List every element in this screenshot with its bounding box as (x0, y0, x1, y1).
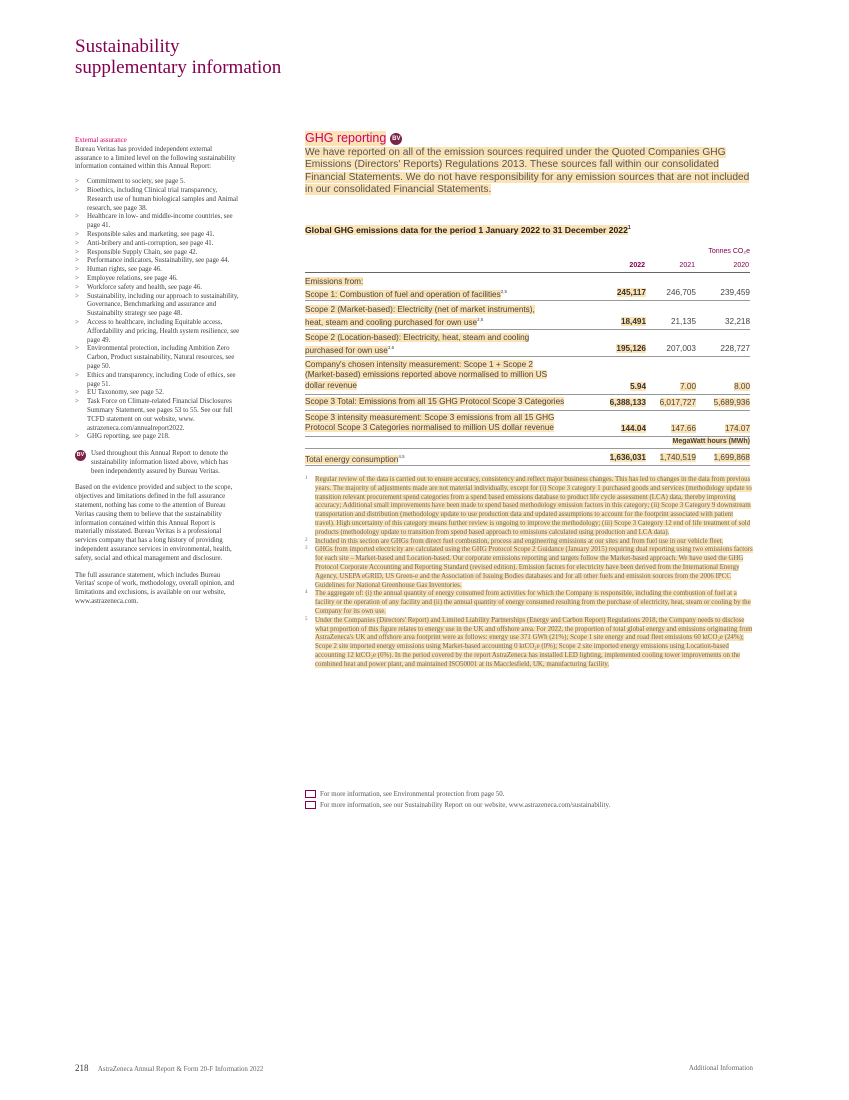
value-2022: 245,117 (616, 288, 646, 297)
ghg-reporting-title: GHG reporting (305, 131, 387, 145)
section-label: Emissions from: (305, 277, 364, 286)
footnotes (305, 476, 753, 670)
mwh-units-label: MegaWatt hours (MWh) (672, 438, 750, 445)
bv-legend (75, 450, 240, 476)
monitor-icon (305, 801, 316, 809)
value-2022: 6,388,133 (609, 398, 646, 407)
value-2022: 144.04 (620, 424, 646, 433)
year-2020: 2020 (733, 262, 749, 269)
assurance-intro: Bureau Veritas has provided independent external assurance to a limited level on the following sustainability information contained within this Annual Report: (75, 145, 236, 171)
list-item: > Environmental protection, including Ambition Zero Carbon, Product sustainability, Natural resources, see page 50. (75, 345, 240, 371)
list-item: > Responsible Supply Chain, see page 42. (75, 249, 240, 258)
external-assurance-heading: External assurance (75, 137, 127, 144)
table-row: Total energy consumption$^{4,5}$ 1,636,031 1,740,519 1,699,868 (305, 448, 750, 466)
page-footer (75, 1063, 753, 1073)
units-label: Tonnes CO₂e (708, 248, 750, 255)
list-item: > Healthcare in low- and middle-income countries, see page 41. (75, 213, 240, 231)
list-item: > Performance indicators, Sustainability, see page 44. (75, 257, 240, 266)
value-2021: 21,135 (670, 317, 696, 326)
footnote: 2 Included in this section are GHGs from direct fuel combustion, process and engineering emissions at our sites and from fuel use in our vehicle fleet. (305, 537, 724, 545)
value-2020: 228,727 (720, 344, 750, 353)
ghg-title-row (305, 131, 755, 146)
assured-items-list (75, 178, 240, 442)
value-2022: 18,491 (620, 317, 646, 326)
value-2020: 1,699,868 (713, 453, 750, 462)
bv-badge-icon: BV (390, 133, 402, 145)
table-title: Global GHG emissions data for the period 1 January 2022 to 31 December 2022$^1$ (305, 225, 631, 235)
list-item: > Ethics and transparency, including Code of ethics, see page 51. (75, 372, 240, 390)
page-title (75, 36, 281, 78)
bv-note: Used throughout this Annual Report to denote the sustainability information listed above, which has been independently assured by Bureau Veritas. (91, 450, 229, 475)
year-2021: 2021 (679, 262, 695, 269)
report-name: AstraZeneca Annual Report & Form 20-F Information 2022 (97, 1066, 264, 1073)
list-item: > Human rights, see page 46. (75, 266, 240, 275)
value-2021: 7.00 (680, 382, 696, 391)
value-2021: 246,705 (666, 288, 696, 297)
ghg-intro-text: We have reported on all of the emission sources required under the Quoted Companies GHG Emissions (Directors' Reports) Regulations 2013. These sources fall within our consolidated Financial Statements. We do not have responsibility for any emission sources that are not included in our consolidated Financial Statements. (305, 147, 750, 195)
value-2021: 147.66 (670, 424, 696, 433)
table-row: Emissions from: Scope 1: Combustion of fuel and operation of facilities$^{2,5}$ 245,117 246,705 239,459 (305, 277, 750, 300)
page-number: 218 (75, 1063, 89, 1073)
book-icon (305, 790, 316, 798)
row-label: Scope 1: Combustion of fuel and operation of facilities (305, 290, 501, 300)
year-2022: 2022 (629, 262, 645, 269)
list-item: > Access to healthcare, including Equitable access, Affordability and pricing, Health system resilience, see page 49. (75, 319, 240, 345)
list-item: > Workforce safety and health, see page 46. (75, 284, 240, 293)
value-2020: 239,459 (720, 288, 750, 297)
table-row: Scope 2 (Market-based): Electricity (net of market instruments), heat, steam and cooling purchased for own use$^{3,5}$ 18,491 21,135 32,218 (305, 301, 750, 330)
value-2022: 5.94 (630, 382, 646, 391)
value-2022: 195,126 (616, 344, 646, 353)
year-header (305, 262, 750, 273)
list-item: > Anti-bribery and anti-corruption, see page 41. (75, 240, 240, 249)
value-2021: 6,017,727 (659, 398, 696, 407)
info-line: For more information, see Environmental protection from page 50. (305, 789, 610, 800)
footnote: 5 Under the Companies (Directors' Report) and Limited Liability Partnerships (Energy and Carbon Report) Regulations 2018, the Company needs to disclose what proportion of this figure relates to energy use in the UK and offshore area. For 2022, the proportion of total global energy and emissions originating from AstraZeneca's UK and offshore area footprint were as follows: energy use 371 GWh (21%); Scope 1 site energy and road fleet emissions 60 ktCO₂e (24%); Scope 2 site imported energy emissions using Market-based accounting 0 ktCO₂e (0%); Scope 2 site imported energy emissions using Location-based accounting 12 ktCO₂e (6%). In the period covered by the report AstraZeneca has installed LED lighting, implemented cooling tower improvements on the combined heat and power plant, and maintained ISO50001 at its Macclesfield, UK, manufacturing facility. (305, 616, 753, 668)
assurance-paragraph-2: The full assurance statement, which includes Bureau Veritas' scope of work, methodology, overall opinion, and limitations and exclusions, is available on our website, www.astrazeneca.com. (75, 571, 235, 606)
info-line: For more information, see our Sustainability Report on our website, www.astrazeneca.com/sustainability. (305, 800, 610, 811)
list-item: > Bioethics, including Clinical trial transparency, Research use of human biological samples and Animal research, see page 38. (75, 187, 240, 213)
table-row: Company's chosen intensity measurement: Scope 1 + Scope 2 (Market-based) emissions reported above normalised to million US dollar revenue 5.94 7.00 8.00 (305, 357, 750, 395)
table-row: Scope 3 Total: Emissions from all 15 GHG Protocol Scope 3 Categories 6,388,133 6,017,727 5,689,936 (305, 395, 750, 411)
list-item: > Task Force on Climate-related Financial Disclosures Summary Statement, see pages 53 to 55. See our full TCFD statement on our website, www. astrazeneca.com/annualreport2022. (75, 398, 240, 433)
ghg-reporting-section (305, 131, 755, 196)
list-item: > Responsible sales and marketing, see page 41. (75, 231, 240, 240)
value-2021: 207,003 (666, 344, 696, 353)
title-line-2: supplementary information (75, 57, 282, 78)
table-row: Scope 3 intensity measurement: Scope 3 emissions from all 15 GHG Protocol Scope 3 Categories normalised to million US dollar revenue 144.04 147.66 174.07 (305, 411, 750, 437)
list-item: > Commitment to society, see page 5. (75, 178, 240, 187)
list-item: > Sustainability, including our approach to sustainability, Governance, Benchmarking and assurance and Sustainabilty strategy see page 48. (75, 293, 240, 319)
value-2020: 174.07 (724, 424, 750, 433)
footnote: 3 GHGs from imported electricity are calculated using the GHG Protocol Scope 2 Guidance (January 2015) requiring dual reporting using two emissions factors for each site – Market-based and Location-based. Our corporate emissions reporting and targets follow the Market-based approach. We have used the GHG Protocol Corporate Accounting and Reporting Standard (revised edition). Emission factors for electricity have been derived from the International Energy Agency, USEPA eGRID, US Green-e and the Association of Issuing Bodies databases and for all other fuels and emission sources from the 2006 IPCC Guidelines for National Greenhouse Gas Inventories. (305, 546, 753, 589)
value-2022: 1,636,031 (609, 453, 646, 462)
bv-badge-icon: BV (75, 450, 86, 461)
list-item: > GHG reporting, see page 218. (75, 433, 240, 442)
value-2020: 5,689,936 (713, 398, 750, 407)
table-row: Scope 2 (Location-based): Electricity, heat, steam and cooling purchased for own use$^{3,5}$ 195,126 207,003 228,727 (305, 330, 750, 357)
more-info (305, 789, 610, 811)
footnote: 4 The aggregate of: (i) the annual quantity of energy consumed from activities for which the Company is responsible, including the combustion of fuel at a facility or the operation of any facility and (ii) the annual quantity of energy consumed resulting from the purchase of electricity, heat, steam or cooling by the Company for its own use. (305, 590, 751, 615)
section-name: Additional Information (688, 1065, 753, 1072)
assurance-paragraph-1: Based on the evidence provided and subject to the scope, objectives and limitations defined in the full assurance statement, nothing has come to the attention of Bureau Veritas causing them to believe that the sustainability information contained within this Annual Report is materially misstated. Bureau Veritas is a professional services company that has a long history of providing independent assurance services in environmental, health, safety, social and ethical management and disclosure. (75, 484, 233, 562)
assurance-column (75, 137, 240, 607)
value-2021: 1,740,519 (659, 453, 696, 462)
value-2020: 8.00 (734, 382, 750, 391)
value-2020: 32,218 (724, 317, 750, 326)
list-item: > Employee relations, see page 46. (75, 275, 240, 284)
title-line-1: Sustainability (75, 36, 180, 57)
footnote: 1 Regular review of the data is carried out to ensure accuracy, consistency and reflect major business changes. This has led to changes in the data from previous years. The majority of adjustments made are not material individually, except for (i) Scope 3 category 1 purchased goods and services (methodology update to transition relevant procurement spend categories from a spend based emissions database to product life cycle assessment (LCA) data, thereby improving accuracy; Additional small improvements have been made to spend based methodology emission factors in this category; (ii) Scope 3 Category 9 downstream transportation and distribution (methodology update to use production data and updated assumptions to account for the footprint associated with patient travel). High uncertainty of this category means further review is ongoing to improve the methodology; (iii) Scope 3 Category 12 end of life treatment of sold products (methodology update to transition from spend based approach to emissions calculated using production and LCA data). (305, 476, 752, 536)
list-item: > EU Taxonomy, see page 52. (75, 389, 240, 398)
